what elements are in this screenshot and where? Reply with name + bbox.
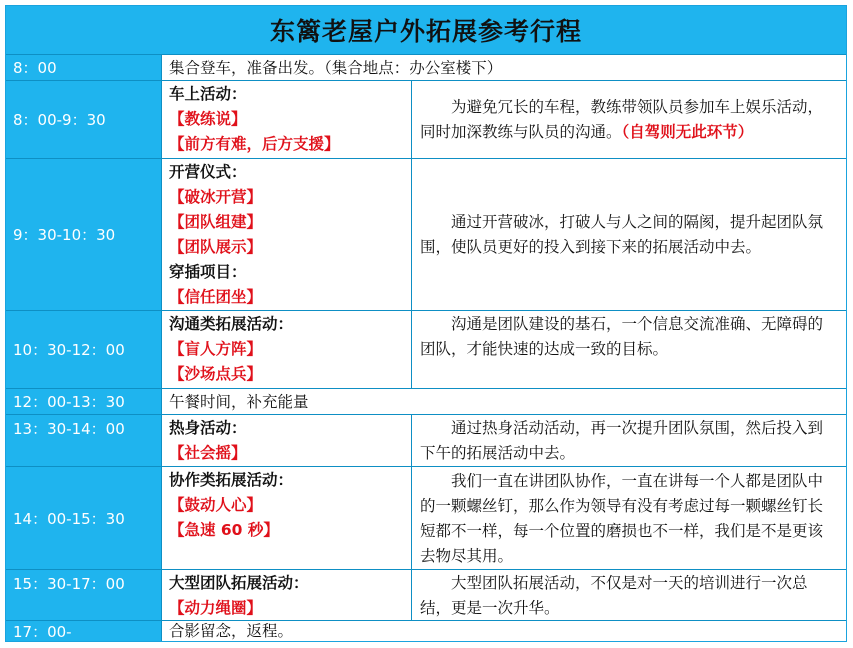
table-row	[6, 54, 846, 80]
activity-item: 【教练说】	[169, 110, 247, 128]
time-cell: 14：00-15：30	[6, 467, 162, 569]
description-text: 沟通是团队建设的基石，一个信息交流准确、无障碍的团队，才能快速的达成一致的目标。	[420, 315, 824, 358]
time-cell: 8：00	[6, 55, 162, 80]
table-row	[6, 388, 846, 414]
activity-cell	[162, 415, 412, 466]
description-cell	[412, 570, 846, 620]
activity-header: 穿插项目：	[169, 263, 247, 281]
time-cell: 15：30-17：00	[6, 570, 162, 620]
description-cell	[412, 81, 846, 158]
description-body: 为避免冗长的车程，教练带领队员参加车上娱乐活动，同时加深教练与队员的沟通。	[420, 98, 824, 141]
description-cell	[412, 311, 846, 388]
table-row	[6, 80, 846, 158]
activity-cell	[162, 570, 412, 620]
activity-cell	[162, 389, 846, 414]
table-row	[6, 158, 846, 310]
table-row	[6, 620, 846, 641]
table-row	[6, 466, 846, 569]
activity-header: 车上活动：	[169, 85, 247, 103]
description-note: （自驾则无此环节）	[621, 123, 754, 141]
description-text: 通过开营破冰，打破人与人之间的隔阂，提升起团队氛围，使队员更好的投入到接下来的拓展活动中去。	[420, 213, 824, 256]
activity-item: 【动力绳圈】	[169, 599, 263, 617]
activity-header: 协作类拓展活动：	[169, 471, 294, 489]
activity-header: 沟通类拓展活动：	[169, 315, 294, 333]
table-row	[6, 310, 846, 388]
plain-text: 午餐时间，补充能量	[169, 393, 309, 411]
activity-cell	[162, 159, 412, 310]
description-text: 通过热身活动活动，再一次提升团队氛围，然后投入到下午的拓展活动中去。	[420, 419, 824, 462]
time-cell: 9：30-10：30	[6, 159, 162, 310]
plain-text: 集合登车，准备出发。（集合地点：办公室楼下）	[169, 59, 503, 77]
activity-cell	[162, 467, 412, 569]
description-cell	[412, 467, 846, 569]
time-cell: 12：00-13：30	[6, 389, 162, 414]
activity-cell	[162, 55, 846, 80]
description-cell	[412, 159, 846, 310]
activity-cell	[162, 81, 412, 158]
activity-item: 【急速 60 秒】	[169, 521, 279, 539]
description-text	[420, 95, 838, 145]
table-row	[6, 569, 846, 620]
activity-item: 【破冰开营】	[169, 188, 263, 206]
description-text: 我们一直在讲团队协作，一直在讲每一个人都是团队中的一颗螺丝钉，那么作为领导有没有考虑过每一颗螺丝钉长短都不一样，每一个位置的磨损也不一样，我们是不是更该去物尽其用。	[420, 471, 824, 565]
time-cell: 10：30-12：00	[6, 311, 162, 388]
time-cell: 13：30-14：00	[6, 415, 162, 466]
table-title: 东篱老屋户外拓展参考行程	[6, 6, 846, 55]
time-cell: 8：00-9：30	[6, 81, 162, 158]
table-row	[6, 414, 846, 466]
activity-cell	[162, 311, 412, 388]
plain-text: 合影留念，返程。	[169, 622, 294, 640]
activity-header: 热身活动：	[169, 419, 247, 437]
activity-item: 【盲人方阵】	[169, 340, 263, 358]
description-text: 大型团队拓展活动，不仅是对一天的培训进行一次总结，更是一次升华。	[420, 573, 808, 617]
activity-item: 【沙场点兵】	[169, 365, 263, 383]
activity-item: 【社会摇】	[169, 444, 247, 462]
activity-header: 开营仪式：	[169, 163, 247, 181]
activity-item: 【鼓动人心】	[169, 496, 263, 514]
itinerary-table	[5, 5, 847, 642]
activity-item: 【团队组建】	[169, 213, 263, 231]
activity-item: 【信任团坐】	[169, 288, 263, 306]
activity-item: 【团队展示】	[169, 238, 263, 256]
time-cell: 17：00-	[6, 621, 162, 641]
activity-cell	[162, 621, 846, 641]
activity-item: 【前方有难，后方支援】	[169, 135, 340, 153]
activity-header: 大型团队拓展活动：	[169, 574, 309, 592]
description-cell	[412, 415, 846, 466]
